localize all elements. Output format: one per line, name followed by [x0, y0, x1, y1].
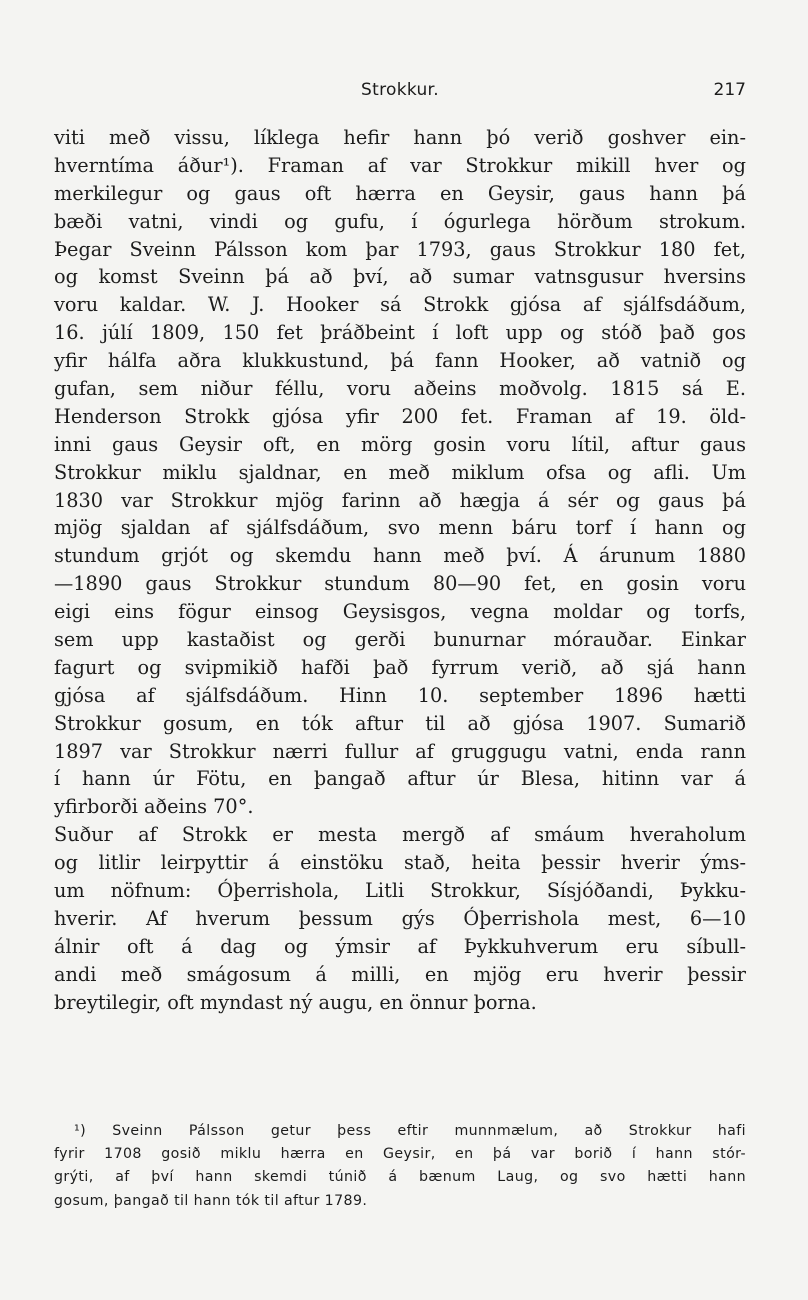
text-line: Strokkur gosum, en tók aftur til að gjósa 1907. Sumarið	[54, 711, 746, 735]
text-line: sem upp kastaðist og gerði bunurnar mórauðar. Einkar	[54, 628, 746, 652]
text-line: 16. júlí 1809, 150 fet þráðbeint í loft upp og stóð það gos	[54, 321, 746, 345]
footnote-line: grýti, af því hann skemdi túnið á bænum Laug, og svo hætti hann	[54, 1169, 746, 1186]
text-line: gufan, sem niður féllu, voru aðeins moðvolg. 1815 sá E.	[54, 377, 746, 401]
text-line: hverntíma áður¹). Framan af var Strokkur mikill hver og	[54, 153, 746, 177]
text-line: Suður af Strokk er mesta mergð af smáum hveraholum	[54, 823, 746, 847]
footnote-line: gosum, þangað til hann tók til aftur 1789.	[54, 1192, 368, 1209]
text-line: fagurt og svipmikið hafði það fyrrum verið, að sjá hann	[54, 655, 746, 679]
text-line: eigi eins fögur einsog Geysisgos, vegna moldar og torfs,	[54, 600, 746, 624]
text-line: stundum grjót og skemdu hann með því. Á árunum 1880	[54, 544, 746, 568]
text-line: og komst Sveinn þá að því, að sumar vatnsgusur hversins	[54, 265, 746, 289]
body-text	[54, 124, 746, 1017]
footnotes	[54, 1120, 746, 1213]
text-line: andi með smágosum á milli, en mjög eru hverir þessir	[54, 962, 746, 986]
text-line: mjög sjaldan af sjálfsdáðum, svo menn báru torf í hann og	[54, 516, 746, 540]
footnote-line: ¹) Sveinn Pálsson getur þess eftir munnmælum, að Strokkur hafi	[74, 1123, 746, 1139]
text-line: Henderson Strokk gjósa yfir 200 fet. Framan af 19. öld-	[54, 404, 746, 428]
running-title: Strokkur.	[361, 80, 439, 100]
text-line: bæði vatni, vindi og gufu, í ógurlega hörðum strokum.	[54, 209, 746, 233]
text-line: —1890 gaus Strokkur stundum 80—90 fet, en gosin voru	[54, 572, 746, 596]
page-number: 217	[713, 80, 746, 100]
text-line: yfirborði aðeins 70°.	[54, 795, 254, 819]
text-line: inni gaus Geysir oft, en mörg gosin voru lítil, aftur gaus	[54, 432, 746, 456]
text-line: yfir hálfa aðra klukkustund, þá fann Hooker, að vatnið og	[54, 349, 746, 373]
text-line: breytilegir, oft myndast ný augu, en önnur þorna.	[54, 990, 537, 1014]
text-line: merkilegur og gaus oft hærra en Geysir, gaus hann þá	[54, 181, 746, 205]
text-line: voru kaldar. W. J. Hooker sá Strokk gjósa af sjálfsdáðum,	[54, 293, 746, 317]
text-line: álnir oft á dag og ýmsir af Þykkuhverum eru síbull-	[54, 934, 746, 958]
text-line: 1897 var Strokkur nærri fullur af gruggugu vatni, enda rann	[54, 739, 746, 763]
footnote-line: fyrir 1708 gosið miklu hærra en Geysir, en þá var borið í hann stór-	[54, 1146, 746, 1163]
text-line: viti með vissu, líklega hefir hann þó verið goshver ein-	[54, 126, 746, 149]
text-line: 1830 var Strokkur mjög farinn að hægja á sér og gaus þá	[54, 488, 746, 512]
text-line: hverir. Af hverum þessum gýs Óþerrishola mest, 6—10	[54, 906, 746, 930]
text-line: og litlir leirpyttir á einstöku stað, heita þessir hverir ýms-	[54, 851, 746, 875]
text-line: Strokkur miklu sjaldnar, en með miklum ofsa og afli. Um	[54, 460, 746, 484]
text-line: Þegar Sveinn Pálsson kom þar 1793, gaus Strokkur 180 fet,	[54, 237, 746, 261]
text-line: gjósa af sjálfsdáðum. Hinn 10. september 1896 hætti	[54, 683, 746, 707]
text-line: um nöfnum: Óþerrishola, Litli Strokkur, Sísjóðandi, Þykku-	[54, 879, 746, 903]
page-header	[54, 80, 746, 106]
text-line: í hann úr Fötu, en þangað aftur úr Blesa, hitinn var á	[54, 767, 746, 791]
